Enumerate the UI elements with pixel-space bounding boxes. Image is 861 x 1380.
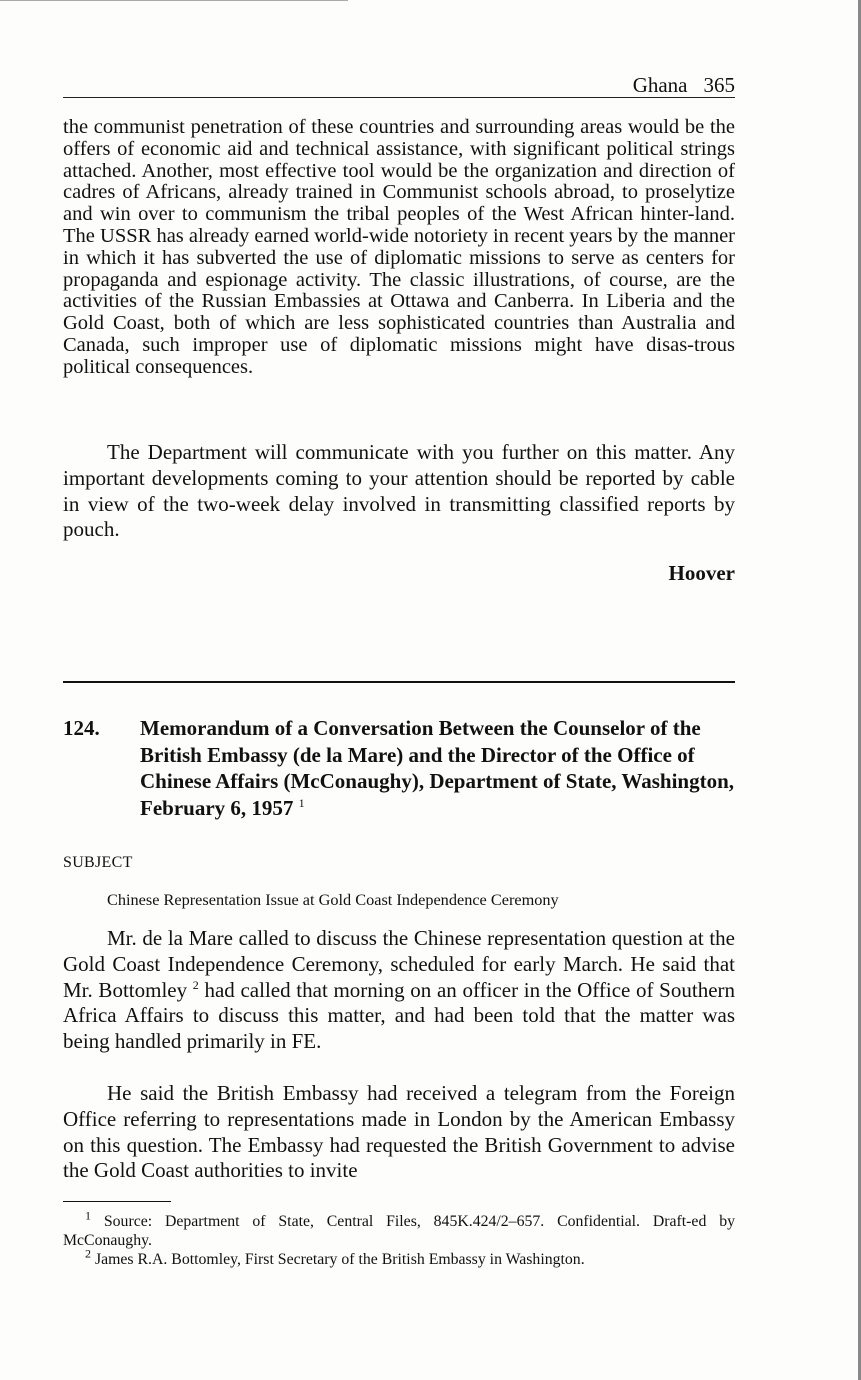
signature: Hoover [668,561,735,585]
memo-paragraph-1-part-b: had called that morning on an officer in the Office of Southern Africa Affairs to discuss this matter, and had been told that the matter was being handled primarily in FE. [63,977,736,1054]
memo-paragraph-2: He said the British Embassy had received a telegram from the Foreign Office referring to representations made in London by the American Embassy on this question. The Embassy had requested the British Government to advise the Gold Coast authorities to invite [63,1081,735,1183]
footnote-1-mark: 1 [85,1208,91,1223]
subject-label: SUBJECT [63,854,133,871]
memo-paragraph-1-part-a: Mr. de la Mare called to discuss the Chinese representation question at the Gold Coast Independence Ceremony, scheduled for early March. He said that Mr. Bottomley [63,926,735,1002]
footnote-2 [63,1246,735,1270]
footnote-2-mark: 2 [85,1246,91,1261]
subject-text: Chinese Representation Issue at Gold Coast Independence Ceremony [107,890,559,909]
section-divider [63,681,735,683]
footnote-rule [63,1201,171,1202]
top-edge-rule [0,0,348,1]
footnote-1 [63,1208,735,1250]
document-title [140,715,740,821]
page-number: 365 [703,73,735,97]
footnote-1-text: Source: Department of State, Central Files, 845K.424/2–657. Confidential. Draft-ed by McConaughy. [63,1213,735,1249]
document-number: 124. [63,716,100,740]
footnote-ref-1[interactable]: 1 [298,795,305,810]
running-header [63,73,735,98]
running-header-section: Ghana [632,73,688,97]
closing-paragraph: The Department will communicate with you further on this matter. Any important developments coming to your attention should be reported by cable in view of the two-week delay involved in transmitting classified reports by pouch. [63,440,735,542]
footnote-2-text: James R.A. Bottomley, First Secretary of the British Embassy in Washington. [94,1251,585,1268]
memo-paragraph-1 [63,926,735,1055]
footnote-ref-2[interactable]: 2 [192,977,199,992]
document-title-text: Memorandum of a Conversation Between the Counselor of the British Embassy (de la Mare) and the Director of the Office of Chinese Affairs (McConaughy), Department of State, Washington, February 6, 1957 [140,716,735,820]
continuation-paragraph: the communist penetration of these countries and surrounding areas would be the offers of economic aid and technical assistance, with significant political strings attached. Another, most effective tool would be the organization and direction of cadres of Africans, already trained in Communist schools abroad, to proselytize and win over to communism the tribal peoples of the West African hinter-land. The USSR has already earned world-wide notoriety in recent years by the manner in which it has subverted the use of diplomatic missions to serve as centers for propaganda and espionage activity. The classic illustrations, of course, are the activities of the Russian Embassies at Ottawa and Canberra. In Liberia and the Gold Coast, both of which are less sophisticated countries than Australia and Canada, such improper use of diplomatic missions might have disas-trous political consequences. [63,116,735,378]
